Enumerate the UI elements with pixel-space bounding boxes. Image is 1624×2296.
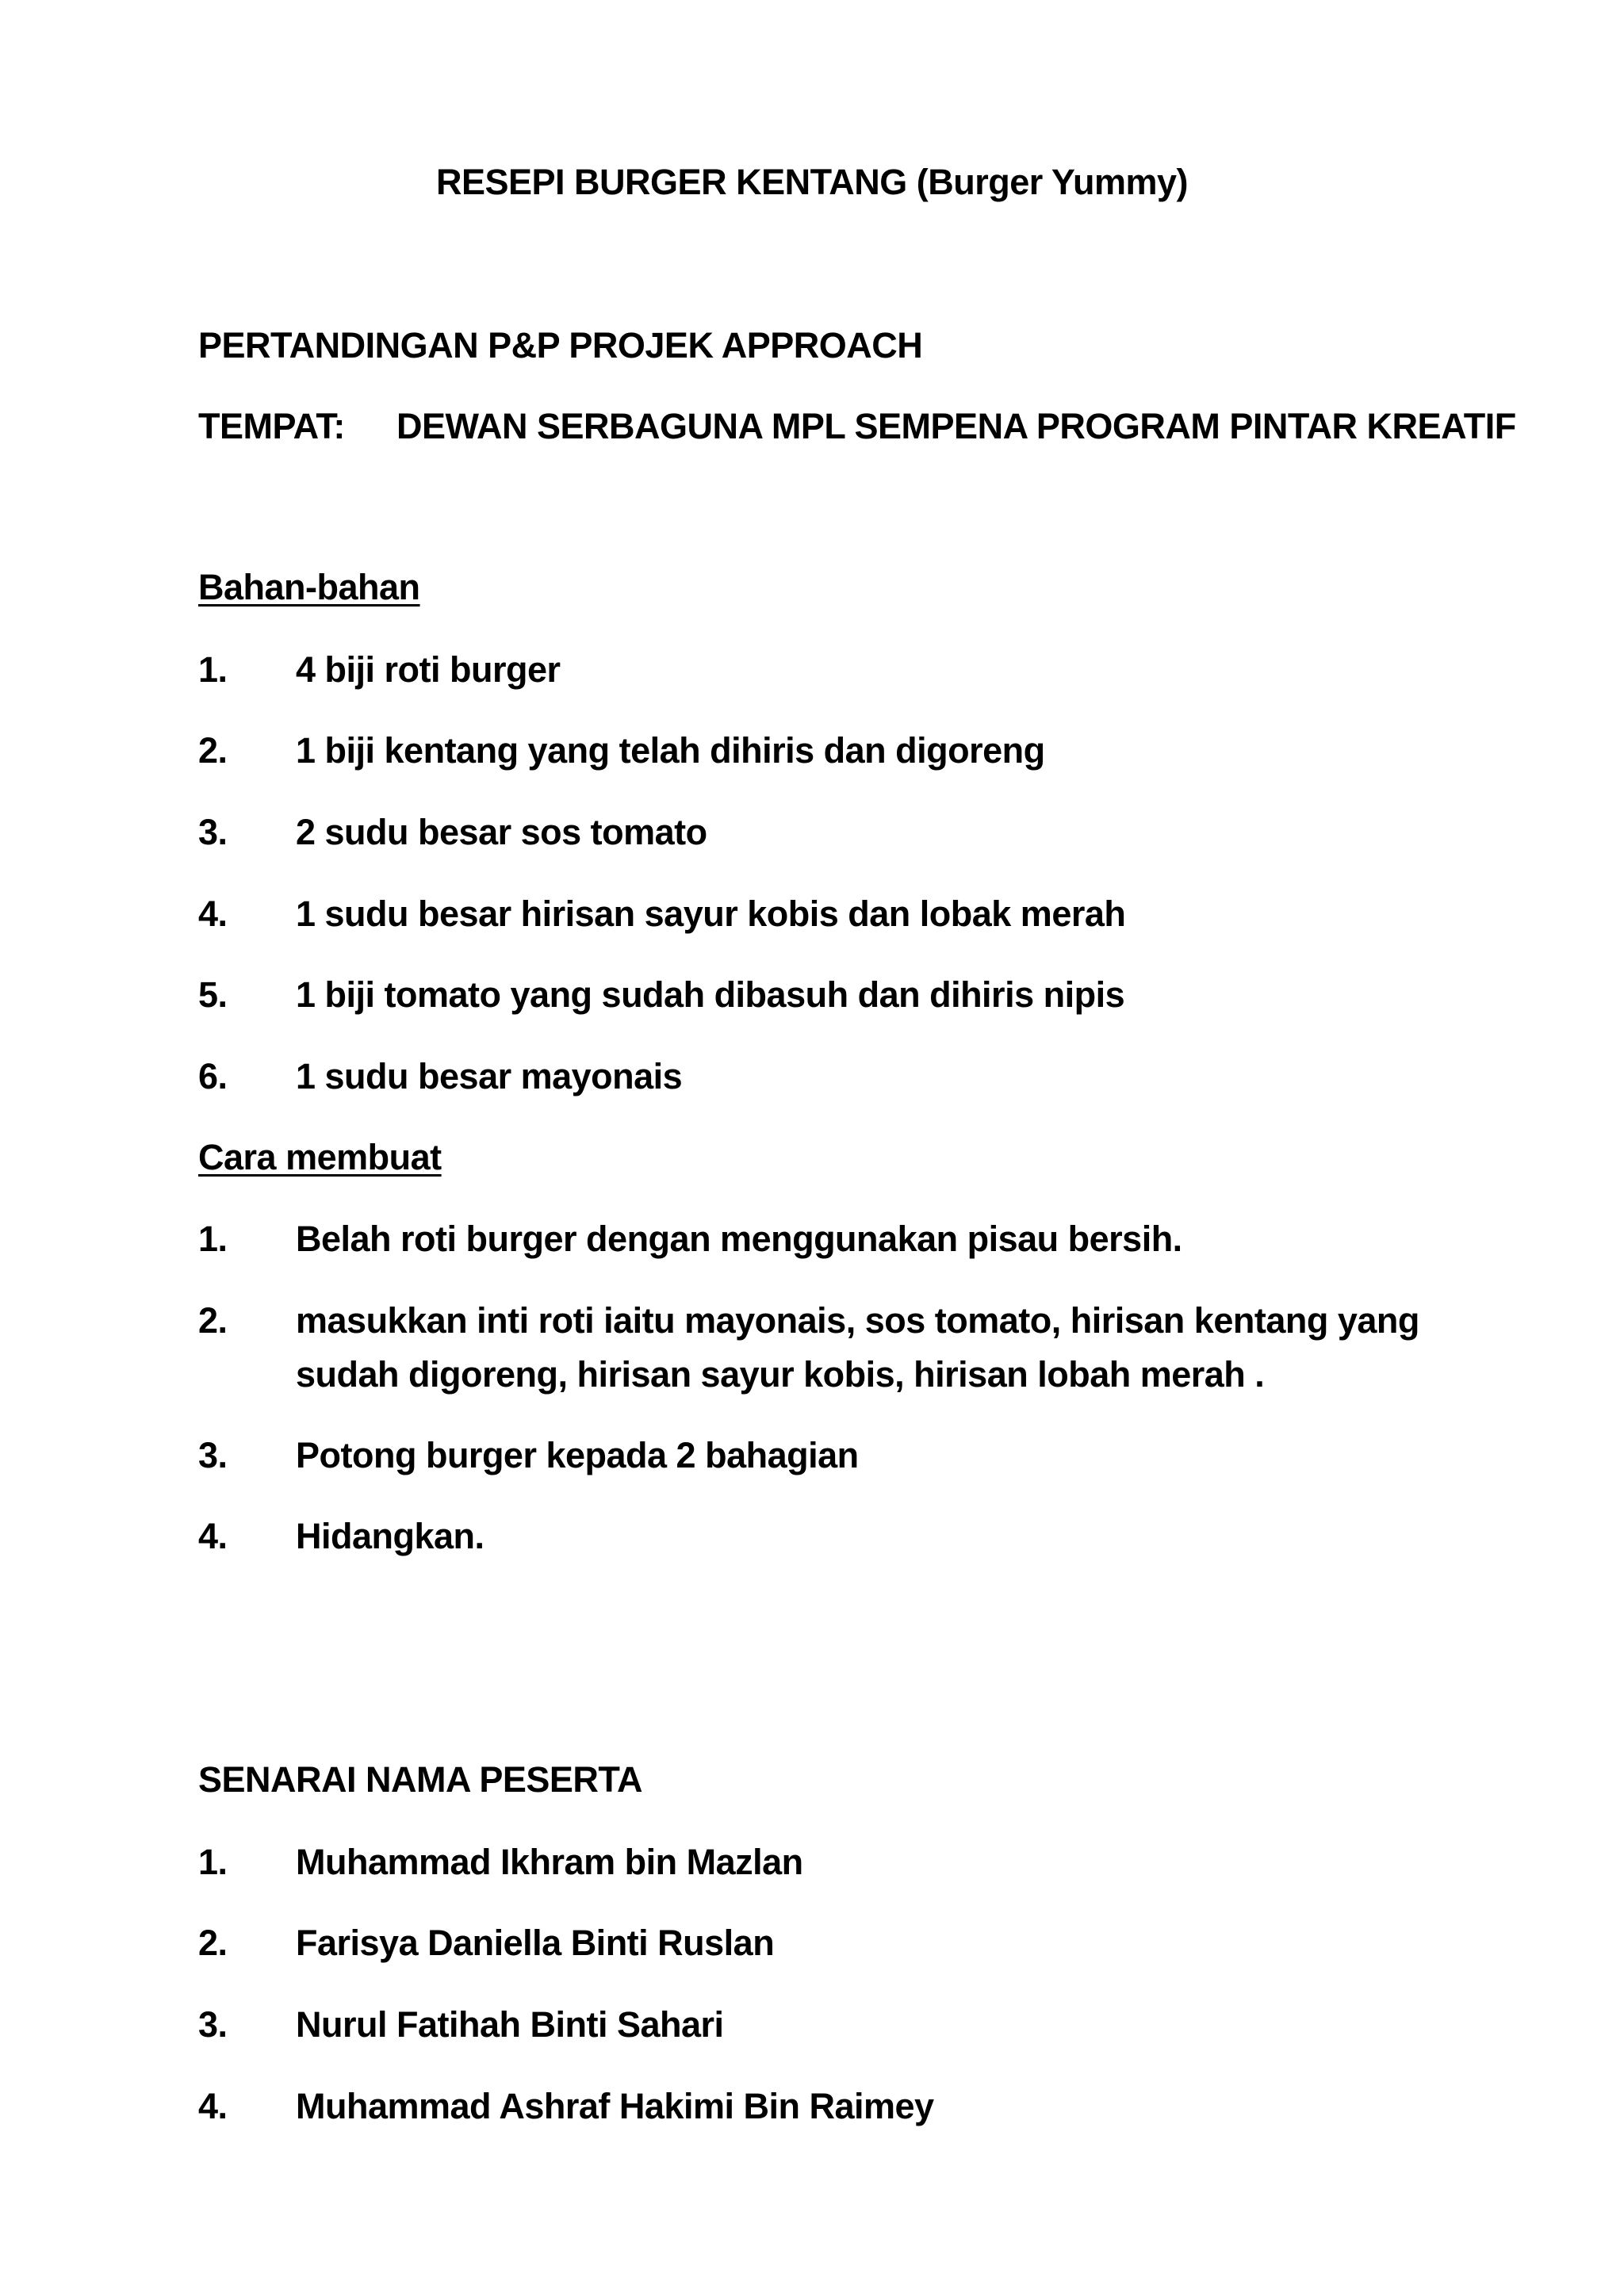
list-item [0,974,1624,1024]
list-item [0,2088,1624,2136]
step-text: Potong burger kepada 2 bahagian [296,1435,859,1475]
list-item [0,2004,1624,2054]
ingredient-text: 1 sudu besar mayonais [296,1056,683,1096]
method-heading: Cara membuat [198,1137,442,1177]
list-item [0,1925,1624,1973]
participant-name: Muhammad Ikhram bin Mazlan [296,1842,803,1882]
list-item [0,1058,1624,1106]
list-item [0,1300,1624,1406]
list-item [0,814,1624,862]
participants-heading: SENARAI NAMA PESERTA [198,1759,643,1800]
competition-name: PERTANDINGAN P&P PROJEK APPROACH [198,325,923,365]
step-text: masukkan inti roti iaitu mayonais, sos tomato, hirisan kentang yang [296,1300,1419,1341]
step-number: 2. [198,1300,228,1341]
participant-name: Nurul Fatihah Binti Sahari [296,2004,724,2045]
participant-number: 3. [198,2004,228,2045]
step-text: Hidangkan. [296,1516,485,1556]
ingredient-text: 1 sudu besar hirisan sayur kobis dan lobak merah [296,894,1126,934]
participant-number: 4. [198,2086,228,2126]
document-title: RESEPI BURGER KENTANG (Burger Yummy) [436,162,1188,202]
step-text-continued: sudah digoreng, hirisan sayur kobis, hirisan lobah merah . [296,1354,1265,1395]
participant-number: 1. [198,1842,228,1882]
step-number: 3. [198,1435,228,1475]
ingredient-text: 2 sudu besar sos tomato [296,812,707,852]
step-text: Belah roti burger dengan menggunakan pisau bersih. [296,1219,1182,1259]
list-item [0,1518,1624,1566]
venue-value: DEWAN SERBAGUNA MPL SEMPENA PROGRAM PINTAR KREATIF [396,406,1516,446]
list-item [0,1844,1624,1892]
item-number: 4. [198,894,228,934]
item-number: 6. [198,1056,228,1096]
participant-number: 2. [198,1923,228,1963]
ingredient-text: 4 biji roti burger [296,649,561,690]
list-item [0,649,1624,699]
list-item [0,1221,1624,1269]
item-number: 2. [198,730,228,771]
item-number: 5. [198,974,228,1015]
participant-name: Farisya Daniella Binti Ruslan [296,1923,775,1963]
ingredient-text: 1 biji tomato yang sudah dibasuh dan dihiris nipis [296,974,1125,1015]
ingredients-heading: Bahan-bahan [198,567,420,607]
list-item [0,1437,1624,1485]
ingredient-text: 1 biji kentang yang telah dihiris dan digoreng [296,730,1045,771]
list-item [0,730,1624,780]
item-number: 3. [198,812,228,852]
list-item [0,896,1624,943]
venue-label: TEMPAT: [198,406,345,446]
item-number: 1. [198,649,228,690]
step-number: 1. [198,1219,228,1259]
participant-name: Muhammad Ashraf Hakimi Bin Raimey [296,2086,934,2126]
step-number: 4. [198,1516,228,1556]
